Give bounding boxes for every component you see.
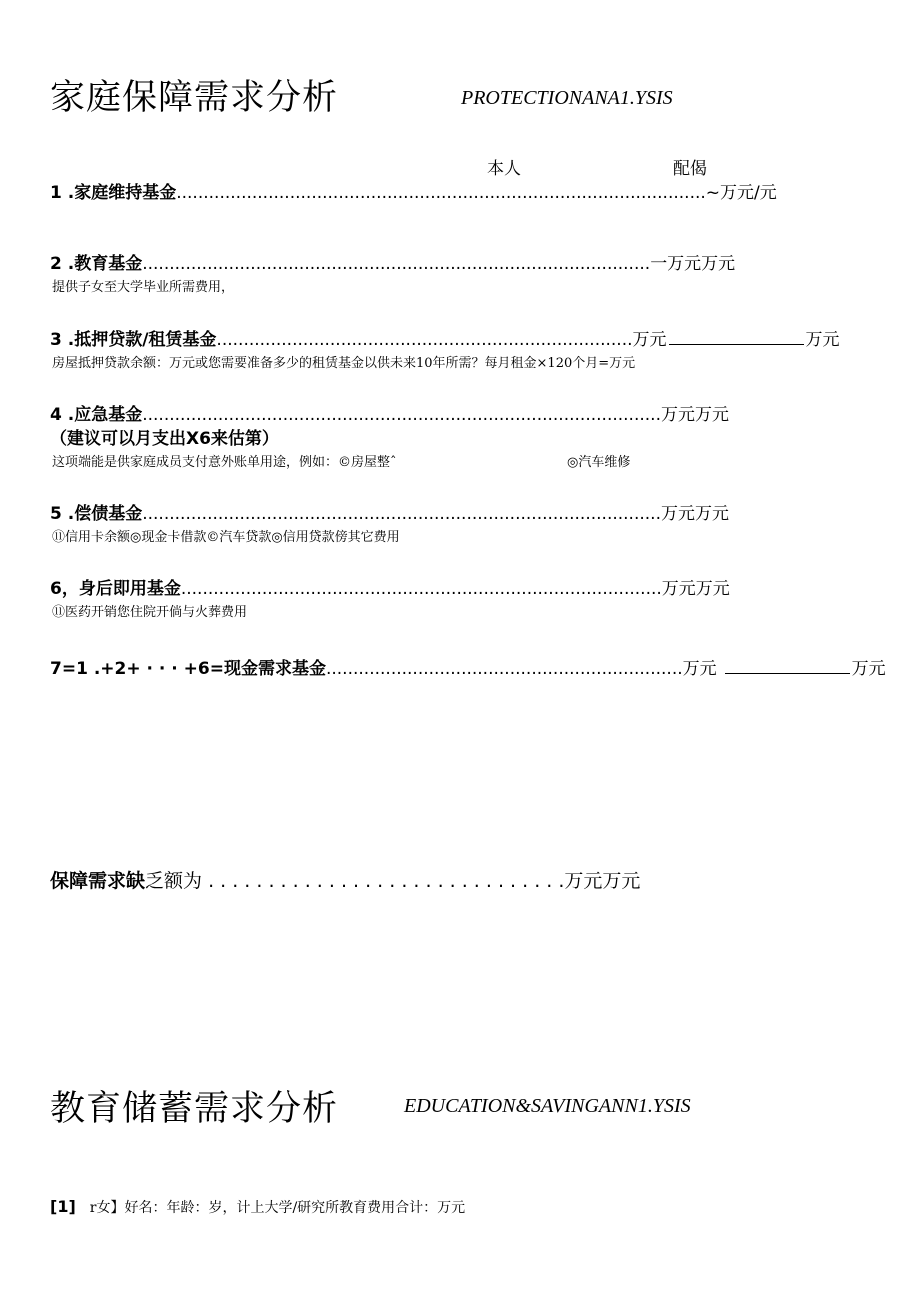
item-value: 万元万元: [660, 405, 729, 425]
item-label: 7=1 .+2+ · · · +6=现金需求基金: [50, 659, 326, 679]
item-note: ⑪医药开销您住院开倘与火葬费用: [52, 605, 248, 620]
item-label: 2 .教育基金: [50, 254, 143, 274]
item-value-spouse: 万元: [805, 330, 840, 350]
item-value: 万元: [682, 659, 717, 679]
item-note: 提供子女至大学毕业所需费用，: [52, 280, 235, 295]
item-label: 4 .应急基金: [50, 405, 143, 425]
leader-dots: ................................................................................................: [142, 504, 661, 524]
protection-gap-line: [50, 866, 640, 893]
item-label: 5 .偿债基金: [50, 504, 143, 524]
item-note: 房屋抵押贷款余额：万元或您需要准备多少的租赁基金以供未来10年所需？每月租金×120个月=万元: [52, 356, 636, 371]
row-number: [1]: [50, 1197, 76, 1216]
item-cash-need-total: [50, 654, 886, 679]
leader-dots: ..................................................................................................: [176, 183, 706, 203]
item-note: ⑪信用卡余额◎现金卡借款©汽车贷款◎信用贷款傍其它费用: [52, 530, 400, 545]
item-value: ~万元/元: [705, 183, 777, 203]
gap-label-rest: 乏额为: [145, 870, 203, 892]
protection-title-en: PROTECTIONANA1.YSIS: [461, 87, 673, 109]
item-final-expense-fund: [50, 574, 730, 599]
item-label: 1 .家庭维持基金: [50, 183, 177, 203]
education-title-en: EDUCATION&SAVINGANN1.YSIS: [404, 1095, 691, 1117]
leader-dots: .............................................................................: [216, 330, 633, 350]
item-mortgage-rent-fund: [50, 325, 840, 350]
gap-dots: . . . . . . . . . . . . . . . . . . . . . . . . . . . . . .: [202, 870, 565, 892]
leader-dots: ..................................................................: [325, 659, 683, 679]
gap-label-bold: 保障需求缺: [50, 870, 146, 892]
item-education-fund: [50, 249, 735, 274]
item-value: 万元万元: [660, 504, 729, 524]
education-row: [50, 1197, 465, 1217]
column-header-self: 本人: [487, 159, 521, 179]
item-label: 3 .抵押贷款/租赁基金: [50, 330, 217, 350]
item-value: 万元: [632, 330, 667, 350]
item-note-extra: ◎汽车维修: [567, 455, 631, 470]
item-value: 万元万元: [661, 579, 730, 599]
protection-title: 家庭保障需求分析: [50, 78, 339, 118]
item-label: 6，身后即用基金: [50, 579, 181, 599]
item-emergency-fund: [50, 400, 729, 425]
item-value: 一万元万元: [650, 254, 736, 274]
item-sub-note: （建议可以月支出X6来估第）: [50, 429, 279, 449]
education-title: 教育储蓄需求分析: [50, 1089, 339, 1129]
gap-value: 万元万元: [564, 870, 641, 892]
leader-dots: ..............................................................................................: [142, 254, 651, 274]
row-text: r女】好名：年龄：岁，计上大学/研究所教育费用合计：万元: [89, 1200, 466, 1216]
blank-line: [725, 672, 850, 674]
item-family-maintenance: [50, 178, 777, 203]
item-debt-fund: [50, 499, 729, 524]
column-header-spouse: 配偈: [673, 159, 707, 179]
blank-line: [669, 343, 804, 345]
item-note: 这项端能是供家庭成员支付意外账单用途，例如：©房屋整ˆ: [52, 455, 397, 470]
item-value-spouse: 万元: [851, 659, 886, 679]
leader-dots: ................................................................................................: [142, 405, 661, 425]
leader-dots: .........................................................................................: [180, 579, 662, 599]
